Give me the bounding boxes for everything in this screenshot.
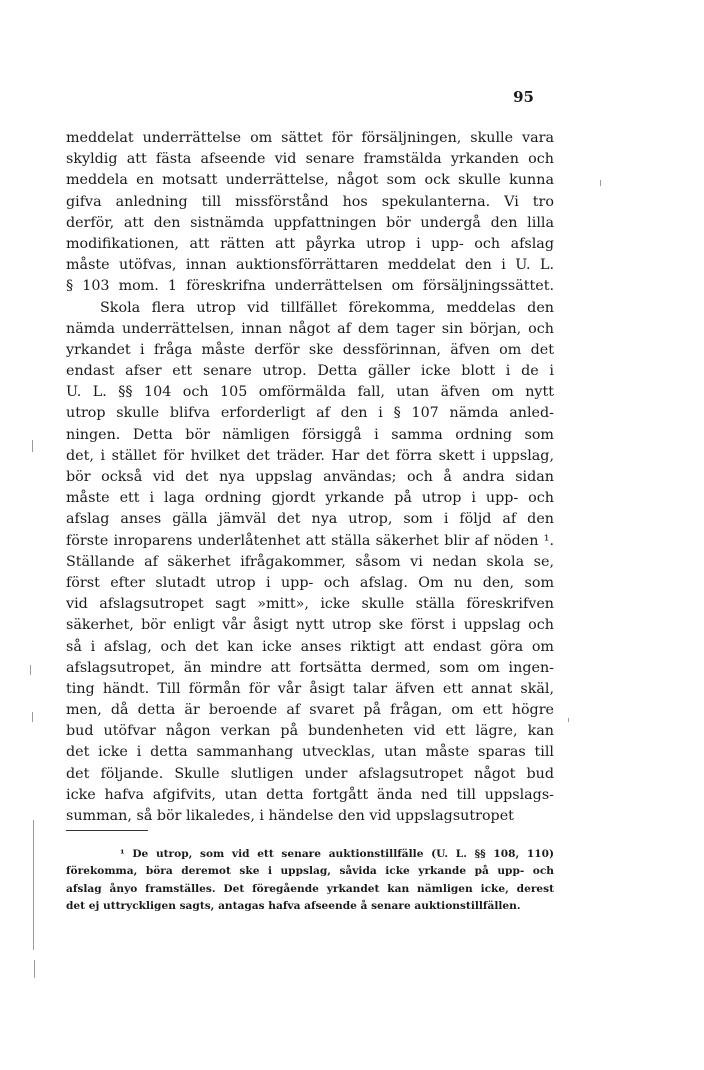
- text-line: gifva anledning till missförstånd hos spekulanterna. Vi tro: [66, 193, 554, 210]
- text-line: U. L. §§ 104 och 105 omförmälda fall, utan äfven om nytt: [66, 384, 554, 401]
- text-line: Skola flera utrop vid tillfället förekomma, meddelas den: [100, 299, 554, 316]
- footnote: [66, 846, 554, 916]
- text-line: så i afslag, och det kan icke anses riktigt att endast göra om: [66, 638, 554, 655]
- text-line: nämda underrättelsen, innan något af dem tager sin början, och: [66, 320, 554, 337]
- footnote-line: afslag ånyo framställes. Det föregående yrkandet kan nämligen icke, derest: [66, 882, 554, 895]
- scan-margin-mark: [568, 718, 569, 722]
- scan-margin-mark: [33, 820, 34, 950]
- scan-margin-mark: [32, 712, 33, 722]
- text-line: yrkandet i fråga måste derför ske dessförinnan, äfven om det: [66, 341, 554, 358]
- text-line: det icke i detta sammanhang utvecklas, utan måste sparas till: [66, 744, 554, 761]
- text-line: först efter slutadt utrop i upp- och afslag. Om nu den, som: [66, 574, 554, 591]
- text-line: afslag anses gälla jämväl det nya utrop, som i följd af den: [66, 511, 554, 528]
- text-line: Ställande af säkerhet ifrågakommer, såsom vi nedan skola se,: [66, 553, 554, 570]
- text-line: måste ett i laga ordning gjordt yrkande på utrop i upp- och: [66, 490, 554, 507]
- text-line: vid afslagsutropet sagt »mitt», icke skulle ställa föreskrifven: [66, 596, 554, 613]
- text-line: modifikationen, att rätten att påyrka utrop i upp- och afslag: [66, 235, 554, 252]
- text-line: ting händt. Till förmån för vår åsigt talar äfven ett annat skäl,: [66, 680, 554, 697]
- page-number: 95: [513, 88, 534, 106]
- footnote-line: ¹ De utrop, som vid ett senare auktionstillfälle (U. L. §§ 108, 110): [120, 848, 554, 860]
- text-line: meddelat underrättelse om sättet för försäljningen, skulle vara: [66, 130, 554, 146]
- footnote-line: det ej uttryckligen sagts, antagas hafva afseende å senare auktionstillfällen.: [66, 900, 521, 913]
- text-line: bör också vid det nya uppslag användas; och å andra sidan: [66, 469, 554, 485]
- text-line: det följande. Skulle slutligen under afslagsutropet något bud: [66, 765, 554, 782]
- text-line: endast afser ett senare utrop. Detta gäller icke blott i de i: [66, 363, 554, 380]
- scan-margin-mark: [34, 960, 35, 978]
- text-line: meddela en motsatt underrättelse, något som ock skulle kunna: [66, 172, 554, 189]
- text-line: derför, att den sistnämda uppfattningen bör undergå den lilla: [66, 214, 554, 231]
- text-line: men, då detta är beroende af svaret på frågan, om ett högre: [66, 702, 554, 719]
- body-text: [66, 128, 554, 827]
- text-line: säkerhet, bör enligt vår åsigt nytt utrop ske först i uppslag och: [66, 617, 554, 634]
- text-line: afslagsutropet, än mindre att fortsätta dermed, som om ingen-: [66, 659, 554, 676]
- text-line: icke hafva afgifvits, utan detta fortgått ända ned till uppslags-: [66, 786, 554, 803]
- text-line: § 103 mom. 1 föreskrifna underrättelsen om försäljningssättet.: [66, 278, 554, 295]
- footnote-line: förekomma, böra deremot ske i uppslag, såvida icke yrkande på upp- och: [66, 865, 554, 878]
- text-line: skyldig att fästa afseende vid senare framstälda yrkanden och: [66, 151, 554, 168]
- text-line: ningen. Detta bör nämligen försiggå i samma ordning som: [66, 426, 554, 443]
- scan-margin-mark: [600, 180, 601, 186]
- footnote-divider: [66, 830, 148, 831]
- text-line: summan, så bör likaledes, i händelse den vid uppslagsutropet: [66, 808, 514, 824]
- text-line: det, i stället för hvilket det träder. Har det förra skett i uppslag,: [66, 447, 554, 464]
- text-line: förste inroparens underlåtenhet att ställa säkerhet blir af nöden ¹.: [66, 532, 554, 549]
- scan-margin-mark: [32, 440, 33, 452]
- text-line: utrop skulle blifva erforderligt af den i § 107 nämda anled-: [66, 405, 554, 422]
- text-line: bud utöfvar någon verkan på bundenheten vid ett lägre, kan: [66, 723, 554, 740]
- scan-margin-mark: [30, 665, 31, 675]
- text-line: måste utöfvas, innan auktionsförrättaren meddelat den i U. L.: [66, 257, 554, 274]
